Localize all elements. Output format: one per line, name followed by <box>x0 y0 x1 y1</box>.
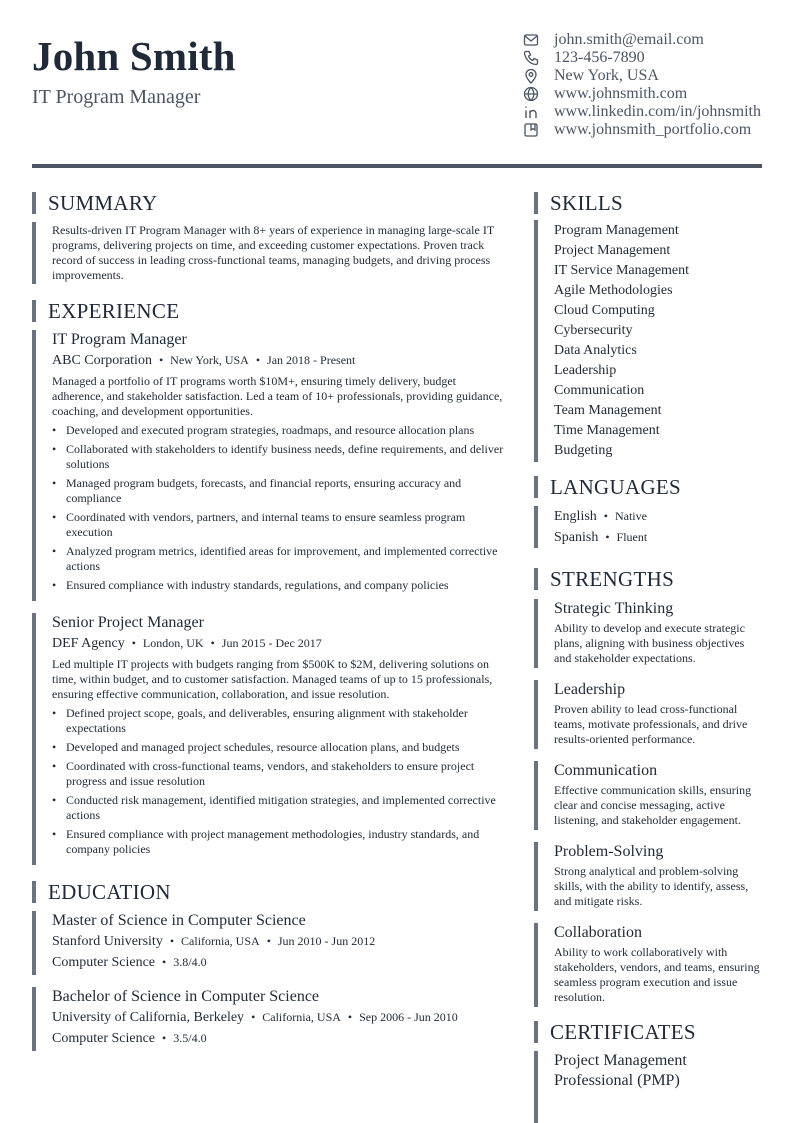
certificates-heading: CERTIFICATES <box>534 1021 762 1043</box>
summary-text: Results-driven IT Program Manager with 8+ years of experience in managing large-scale IT programs, delivering projects on time, and exceeding customer expectations. Proven track record of success in leading cross-functional teams, managing budgets, and driving process improvements. <box>52 223 494 282</box>
strength-desc: Strong analytical and problem-solving skills, with the ability to identify, assess, and mitigate risks. <box>554 864 749 908</box>
contact-location-text: New York, USA <box>554 67 659 84</box>
edu-field-line: Computer Science • 3.5/4.0 <box>52 1031 207 1046</box>
job-bullet: • Developed and executed program strategies, roadmaps, and resource allocation plans <box>52 423 504 438</box>
job-location: New York, USA <box>170 353 249 367</box>
job-description: Managed a portfolio of IT programs worth $10M+, ensuring timely delivery, budget adherence, and stakeholder satisfaction. Led a team of 10+ professionals, providing guidance, coaching, and development opportunities. <box>52 374 503 418</box>
job-company: ABC Corporation <box>52 353 152 368</box>
strength-desc: Proven ability to lead cross-functional teams, motivate professionals, and drive results-oriented performance. <box>554 702 748 746</box>
skill-item: Cybersecurity <box>554 323 633 338</box>
skill-item: Program Management <box>554 223 679 238</box>
edu-degree: Bachelor of Science in Computer Science <box>52 988 320 1005</box>
job-bullet: • Conducted risk management, identified mitigation strategies, and implemented corrective actions <box>52 793 504 823</box>
edu-school: Stanford University <box>52 934 163 949</box>
job-bullet: • Coordinated with vendors, partners, and internal teams to ensure seamless program execution <box>52 510 504 540</box>
phone-icon <box>522 49 540 67</box>
experience-item <box>32 330 504 601</box>
right-column <box>534 192 762 1123</box>
job-meta: ABC Corporation • New York, USA • Jan 2018 - Present <box>52 353 356 368</box>
strengths-heading: STRENGTHS <box>534 568 762 590</box>
globe-icon <box>522 85 540 103</box>
job-meta: DEF Agency • London, UK • Jun 2015 - Dec 2017 <box>52 636 322 651</box>
contact-phone-text[interactable]: 123-456-7890 <box>554 49 645 66</box>
edu-field: Computer Science <box>52 1031 156 1046</box>
strength-item <box>534 923 762 1007</box>
edu-location: California, USA <box>181 934 260 948</box>
edu-dates: Sep 2006 - Jun 2010 <box>359 1010 458 1024</box>
job-dates: Jun 2015 - Dec 2017 <box>221 636 322 650</box>
skills-heading: SKILLS <box>534 192 762 214</box>
edu-dates: Jun 2010 - Jun 2012 <box>277 934 376 948</box>
resume-header <box>32 0 762 168</box>
job-description: Led multiple IT projects with budgets ranging from $500K to $2M, delivering solutions on time, within budget, and to customer satisfaction. Managed teams of up to 15 professionals, ensuring effective communication, collaboration, and issue resolution. <box>52 657 493 701</box>
strength-desc: Ability to develop and execute strategic plans, aligning with business objectives and stakeholder expectations. <box>554 621 745 665</box>
edu-school: University of California, Berkeley <box>52 1010 245 1025</box>
languages-heading: LANGUAGES <box>534 476 762 498</box>
job-dates: Jan 2018 - Present <box>267 353 356 367</box>
strength-title: Communication <box>554 762 658 779</box>
edu-school-line: Stanford University • California, USA • Jun 2010 - Jun 2012 <box>52 934 376 949</box>
strength-desc: Ability to work collaboratively with stakeholders, vendors, and teams, ensuring seamless program execution and issue resolution. <box>554 945 760 1004</box>
job-bullets <box>52 423 504 593</box>
skill-item: Communication <box>554 383 645 398</box>
education-item <box>32 987 504 1051</box>
experience-item <box>32 613 504 865</box>
summary-heading: SUMMARY <box>32 192 504 214</box>
job-title: Senior Project Manager <box>52 614 204 631</box>
strength-desc: Effective communication skills, ensuring clear and concise messaging, active listening, and stakeholder engagement. <box>554 783 752 827</box>
contact-phone[interactable] <box>522 49 761 67</box>
candidate-name: John Smith <box>32 33 236 79</box>
strength-title: Strategic Thinking <box>554 600 674 617</box>
language-level: Native <box>614 509 647 523</box>
job-bullets <box>52 706 504 857</box>
contact-website[interactable] <box>522 85 761 103</box>
language-name: Spanish <box>554 530 599 545</box>
contact-email-text[interactable]: john.smith@email.com <box>554 31 704 48</box>
job-bullet: • Collaborated with stakeholders to identify business needs, define requirements, and deliver solutions <box>52 442 504 472</box>
skill-item: IT Service Management <box>554 263 690 278</box>
mail-icon <box>522 31 540 49</box>
contact-website-text[interactable]: www.johnsmith.com <box>554 85 688 102</box>
certificates-block <box>534 1051 762 1123</box>
linkedin-icon <box>522 103 540 121</box>
skill-item: Leadership <box>554 363 617 378</box>
contact-linkedin-text[interactable]: www.linkedin.com/in/johnsmith <box>554 103 761 120</box>
edu-field: Computer Science <box>52 955 156 970</box>
skill-item: Budgeting <box>554 443 613 458</box>
contact-portfolio-text[interactable]: www.johnsmith_portfolio.com <box>554 121 752 138</box>
location-icon <box>522 67 540 85</box>
contact-portfolio[interactable] <box>522 121 761 139</box>
strength-title: Collaboration <box>554 924 642 941</box>
strength-item <box>534 842 762 911</box>
summary-block <box>32 222 504 284</box>
contact-list <box>522 31 761 139</box>
skill-item: Agile Methodologies <box>554 283 673 298</box>
edu-gpa: 3.8/4.0 <box>173 955 207 969</box>
skill-item: Project Management <box>554 243 671 258</box>
skill-item: Time Management <box>554 423 660 438</box>
job-bullet: • Ensured compliance with industry standards, regulations, and company policies <box>52 578 504 593</box>
left-column <box>32 192 504 1051</box>
job-bullet: • Coordinated with cross-functional teams, vendors, and stakeholders to ensure project progress and issue resolution <box>52 759 504 789</box>
edu-degree: Master of Science in Computer Science <box>52 912 306 929</box>
strength-item <box>534 761 762 830</box>
experience-heading: EXPERIENCE <box>32 300 504 322</box>
skill-item: Cloud Computing <box>554 303 655 318</box>
job-bullet: • Ensured compliance with project management methodologies, industry standards, and company policies <box>52 827 504 857</box>
job-bullet: • Managed program budgets, forecasts, and financial reports, ensuring accuracy and compliance <box>52 476 504 506</box>
strength-title: Leadership <box>554 681 626 698</box>
portfolio-icon <box>522 121 540 139</box>
job-title: IT Program Manager <box>52 331 187 348</box>
job-bullet: • Defined project scope, goals, and deliverables, ensuring alignment with stakeholder expectations <box>52 706 504 736</box>
contact-location <box>522 67 761 85</box>
candidate-title: IT Program Manager <box>32 86 201 108</box>
skill-item: Team Management <box>554 403 662 418</box>
skills-block <box>534 220 762 462</box>
edu-gpa: 3.5/4.0 <box>173 1031 207 1045</box>
education-item <box>32 911 504 975</box>
job-company: DEF Agency <box>52 636 125 651</box>
language-item: English • Native <box>554 509 647 524</box>
skill-item: Data Analytics <box>554 343 637 358</box>
contact-email[interactable] <box>522 31 761 49</box>
language-item: Spanish • Fluent <box>554 530 648 545</box>
strength-item <box>534 599 762 668</box>
contact-linkedin[interactable] <box>522 103 761 121</box>
job-bullet: • Developed and managed project schedules, resource allocation plans, and budgets <box>52 740 504 755</box>
strength-item <box>534 680 762 749</box>
edu-school-line: University of California, Berkeley • California, USA • Sep 2006 - Jun 2010 <box>52 1010 458 1025</box>
language-name: English <box>554 509 597 524</box>
education-heading: EDUCATION <box>32 881 504 903</box>
strength-title: Problem-Solving <box>554 843 664 860</box>
languages-block <box>534 506 762 548</box>
language-level: Fluent <box>616 530 648 544</box>
certificate-item: Project Management Professional (PMP) <box>554 1052 687 1089</box>
job-location: London, UK <box>142 636 204 650</box>
header-divider <box>32 164 762 168</box>
job-bullet: • Analyzed program metrics, identified areas for improvement, and implemented corrective actions <box>52 544 504 574</box>
edu-field-line: Computer Science • 3.8/4.0 <box>52 955 207 970</box>
edu-location: California, USA <box>262 1010 341 1024</box>
